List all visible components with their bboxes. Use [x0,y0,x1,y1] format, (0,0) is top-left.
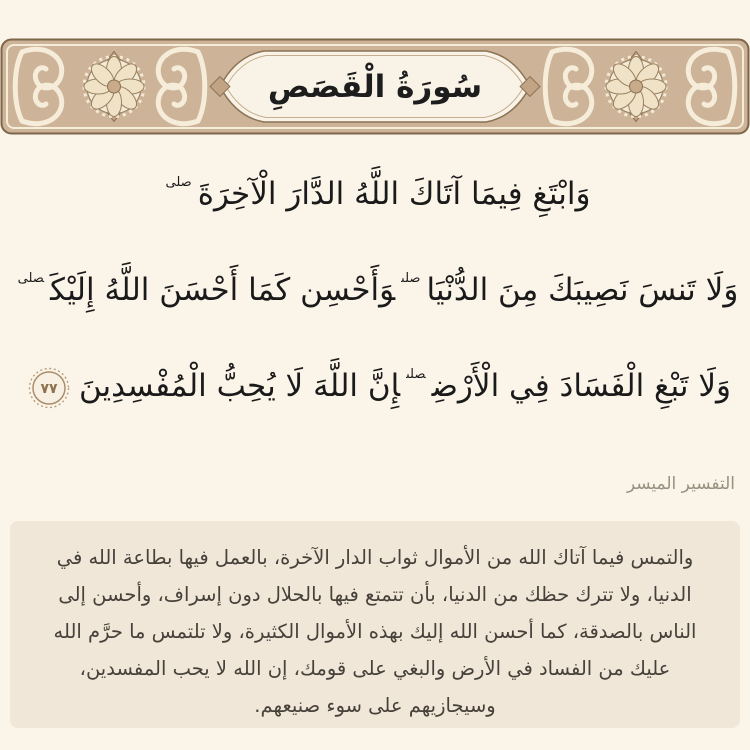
verse-segment: وَلَا تَنسَ نَصِيبَكَ مِنَ الدُّنْيَا [426,272,739,308]
tafsir-source-label: التفسير الميسر [626,474,735,494]
verse-number-rosette-icon [28,367,70,409]
pause-mark: صلى [165,175,192,191]
pause-mark: صلى [406,367,426,383]
tafsir-box [10,521,740,728]
pause-mark: صلى [17,271,45,287]
verse-segment: وَابْتَغِ فِيمَا آتَاكَ اللَّهُ الدَّارَ الْآخِرَةَ [197,176,591,212]
pause-mark: صلى [401,271,421,287]
verse-segment: وَلَا تَبْغِ الْفَسَادَ فِي الْأَرْضِ [431,368,732,404]
surah-title: سُورَةُ الْقَصَصِ [267,68,483,105]
verse-line-3 [0,338,750,434]
quran-verse-block [0,146,750,434]
verse-number: ٧٧ [40,380,58,397]
verse-line-2 [0,242,750,338]
verse-segment: إِنَّ اللَّهَ لَا يُحِبُّ الْمُفْسِدِينَ [78,368,401,404]
verse-line-1 [0,146,750,242]
verse-segment: وَأَحْسِن كَمَا أَحْسَنَ اللَّهُ إِلَيْكَ [50,272,396,308]
tafsir-text: والتمس فيما آتاك الله من الأموال ثواب الدار الآخرة، بالعمل فيها بطاعة الله في الدنيا، ولا تترك حظك من الدنيا، بأن تتمتع فيها بالحلال دون إسراف، وأحسن إلى الناس بالصدقة، كما أحسن الله إليك بهذه الأموال الكثيرة، ولا تلتمس ما حرَّم الله عليك من الفساد في الأرض والبغي على قومك، إن الله لا يحب المفسدين، وسيجازيهم على سوء صنيعهم. [53,546,697,717]
